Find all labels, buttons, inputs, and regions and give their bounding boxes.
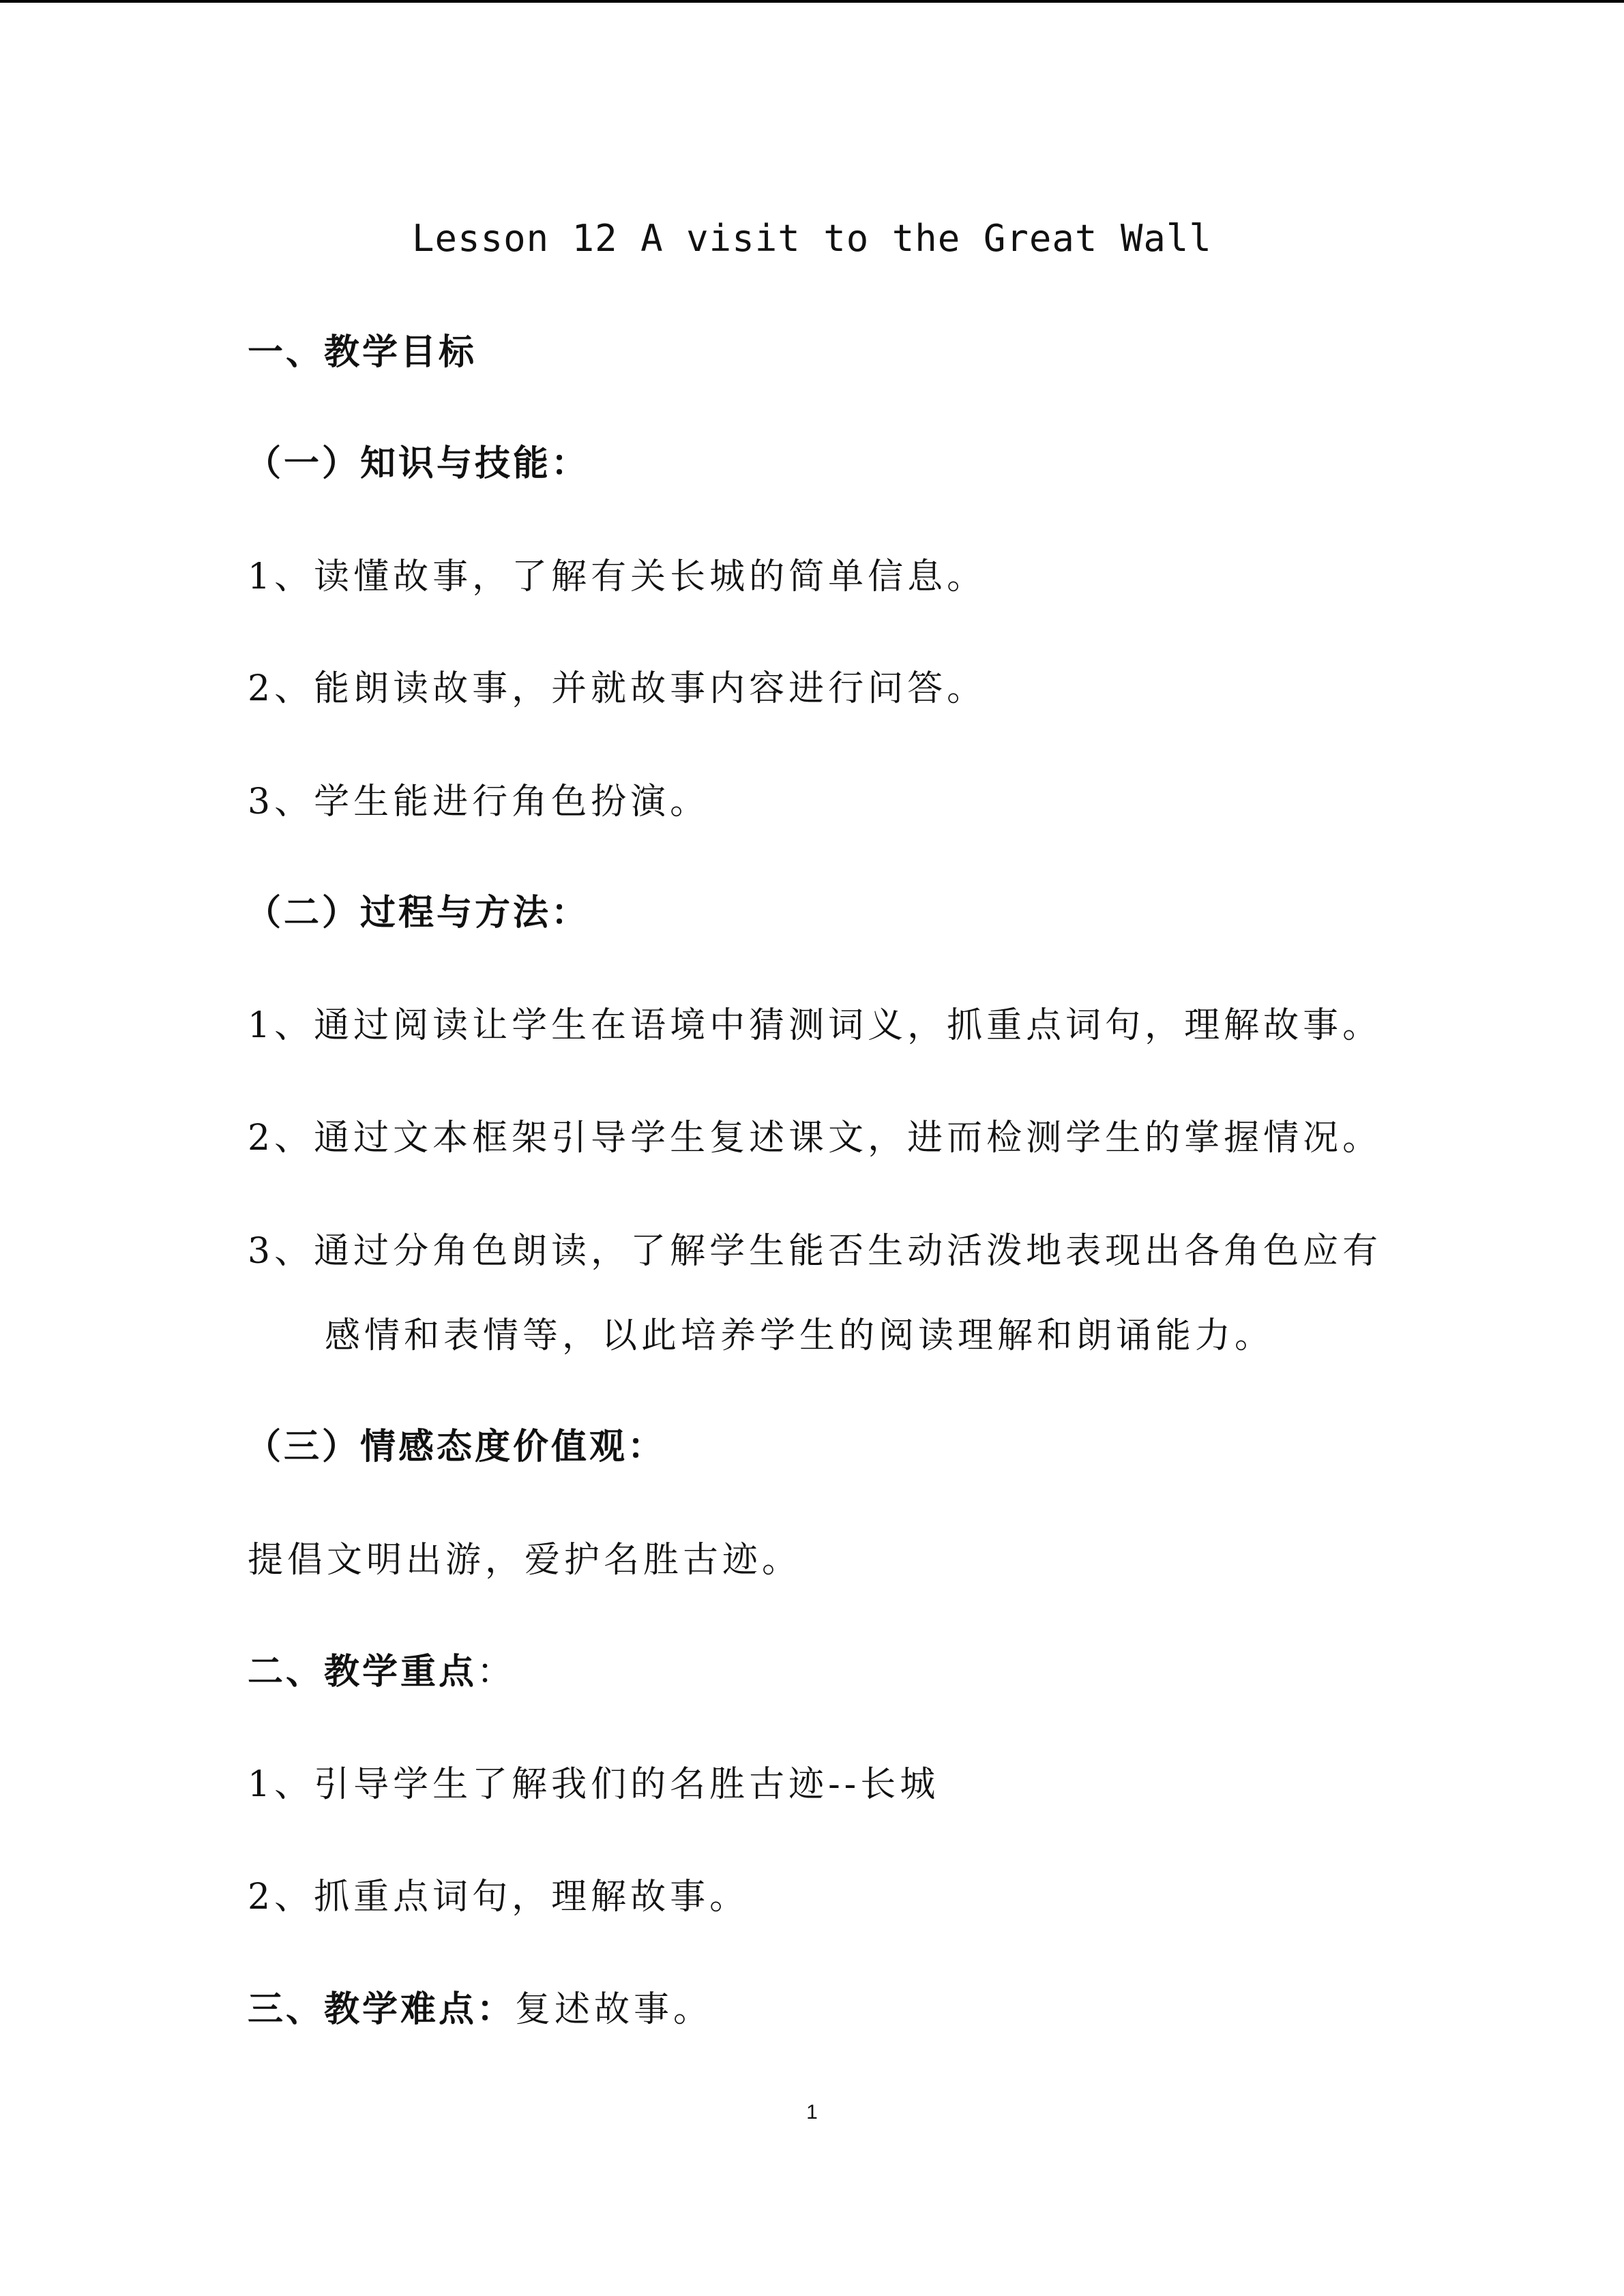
list-item: 2、抓重点词句，理解故事。 bbox=[248, 1877, 750, 1918]
paragraph-text: 提倡文明出游，爱护名胜古迹。 bbox=[248, 1540, 802, 1581]
list-item: 1、通过阅读让学生在语境中猜测词义，抓重点词句，理解故事。 bbox=[248, 1005, 1383, 1046]
list-item: 2、能朗读故事，并就故事内容进行问答。 bbox=[248, 668, 987, 709]
section-heading-key-points-text: 二、教学重点 bbox=[248, 1652, 477, 1693]
section-heading-key-points bbox=[248, 1650, 516, 1694]
list-item: 1、引导学生了解我们的名胜古迹--长城 bbox=[248, 1764, 940, 1805]
heading-colon: ： bbox=[477, 1652, 517, 1693]
subheading-knowledge-skills: （一）知识与技能： bbox=[246, 443, 590, 484]
list-item: 3、通过分角色朗读，了解学生能否生动活泼地表现出各角色应有 bbox=[248, 1231, 1383, 1272]
subheading-process-methods: （二）过程与方法： bbox=[246, 893, 590, 934]
list-item-continuation: 感情和表情等，以此培养学生的阅读理解和朗诵能力。 bbox=[325, 1315, 1275, 1356]
page-number: 1 bbox=[806, 2101, 818, 2123]
section-heading-difficulties-text: 三、教学难点： bbox=[248, 1989, 516, 2030]
list-item: 1、读懂故事，了解有关长城的简单信息。 bbox=[248, 556, 987, 597]
section-heading-objectives: 一、教学目标 bbox=[248, 332, 477, 373]
list-item: 3、学生能进行角色扮演。 bbox=[248, 781, 710, 822]
subheading-attitudes-values: （三）情感态度价值观： bbox=[246, 1427, 666, 1467]
document-title: Lesson 12 A visit to the Great Wall bbox=[412, 217, 1212, 260]
page-top-border bbox=[0, 0, 1624, 3]
section-heading-difficulties bbox=[248, 1988, 713, 2031]
difficulties-text: 复述故事。 bbox=[515, 1989, 713, 2030]
list-item: 2、通过文本框架引导学生复述课文，进而检测学生的掌握情况。 bbox=[248, 1118, 1383, 1159]
